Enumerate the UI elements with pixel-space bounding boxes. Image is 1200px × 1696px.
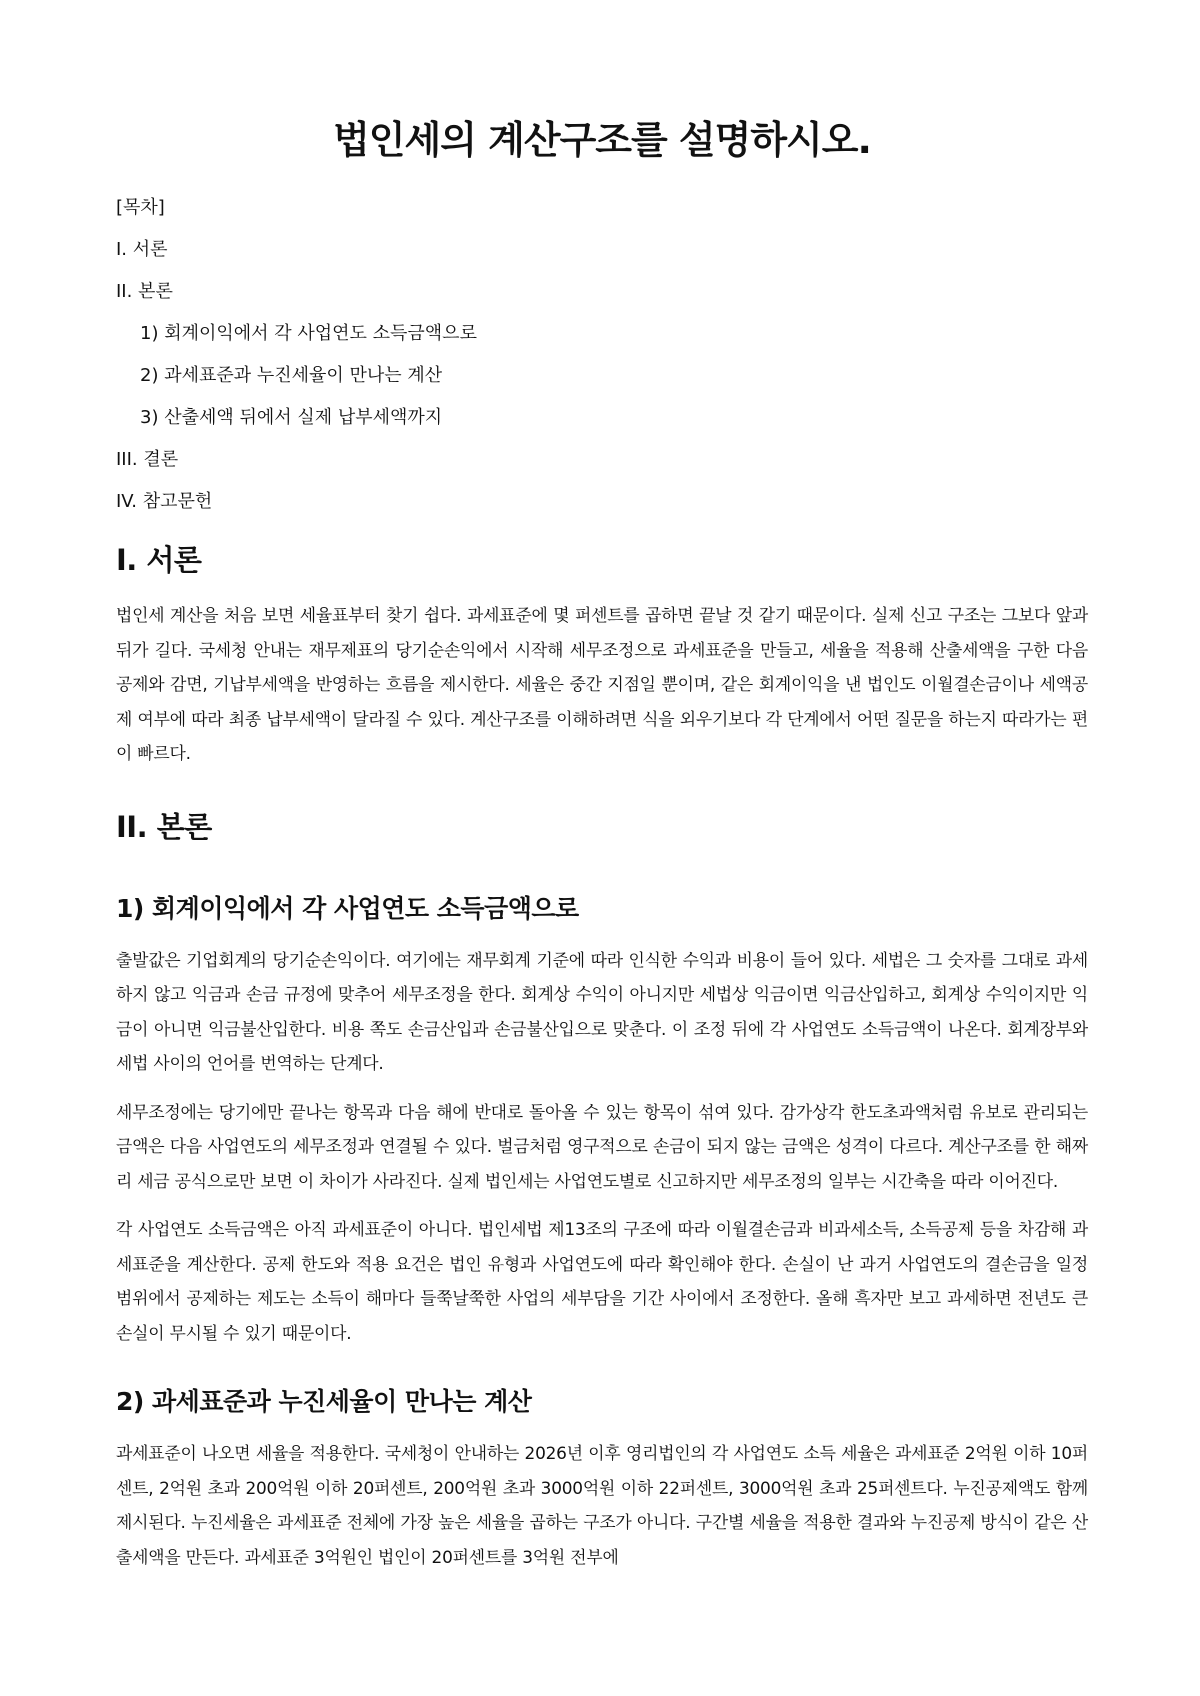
section-heading-intro: I. 서론 [116, 543, 202, 577]
subsection-heading-1: 1) 회계이익에서 각 사업연도 소득금액으로 [116, 893, 579, 923]
toc-subitem-3: 3) 산출세액 뒤에서 실제 납부세액까지 [140, 407, 443, 428]
toc-heading: [목차] [116, 197, 165, 218]
toc-item-body: II. 본론 [116, 281, 173, 302]
toc-subitem-2: 2) 과세표준과 누진세율이 만나는 계산 [140, 365, 443, 386]
subsection-heading-2: 2) 과세표준과 누진세율이 만나는 계산 [116, 1387, 532, 1416]
intro-paragraph: 법인세 계산을 처음 보면 세율표부터 찾기 쉽다. 과세표준에 몇 퍼센트를 곱하면 끝날 것 같기 때문이다. 실제 신고 구조는 그보다 앞과 뒤가 길다. 국세청 안내는 재무제표의 당기순손익에서 시작해 세무조정으로 과세표준을 만들고, 세율을 적용해 산출세액을 구한 다음 공제와 감면, 기납부세액을 반영하는 흐름을 제시한다. 세율은 중간 지점일 뿐이며, 같은 회계이익을 낸 법인도 이월결손금이나 세액공제 여부에 따라 최종 납부세액이 달라질 수 있다. 계산구조를 이해하려면 식을 외우기보다 각 단계에서 어떤 질문을 하는지 따라가는 편이 빠르다. [116, 605, 1088, 763]
table-of-contents [116, 196, 1088, 514]
subsection-2-paragraph-1: 과세표준이 나오면 세율을 적용한다. 국세청이 안내하는 2026년 이후 영리법인의 각 사업연도 소득 세율은 과세표준 2억원 이하 10퍼센트, 2억원 초과 200억원 이하 20퍼센트, 200억원 초과 3000억원 이하 22퍼센트, 3000억원 초과 25퍼센트다. 누진공제액도 함께 제시된다. 누진세율은 과세표준 전체에 가장 높은 세율을 곱하는 구조가 아니다. 구간별 세율을 적용한 결과와 누진공제 방식이 같은 산출세액을 만든다. 과세표준 3억원인 법인이 20퍼센트를 3억원 전부에 [116, 1443, 1088, 1567]
document-title: 법인세의 계산구조를 설명하시오. [333, 118, 871, 162]
subsection-1-paragraph-2: 세무조정에는 당기에만 끝나는 항목과 다음 해에 반대로 돌아올 수 있는 항목이 섞여 있다. 감가상각 한도초과액처럼 유보로 관리되는 금액은 다음 사업연도의 세무조정과 연결될 수 있다. 벌금처럼 영구적으로 손금이 되지 않는 금액은 성격이 다르다. 계산구조를 한 해짜리 세금 공식으로만 보면 이 차이가 사라진다. 실제 법인세는 사업연도별로 신고하지만 세무조정의 일부는 시간축을 따라 이어진다. [116, 1101, 1088, 1191]
toc-subitem-1: 1) 회계이익에서 각 사업연도 소득금액으로 [140, 323, 477, 344]
subsection-1-paragraph-1: 출발값은 기업회계의 당기순손익이다. 여기에는 재무회계 기준에 따라 인식한 수익과 비용이 들어 있다. 세법은 그 숫자를 그대로 과세하지 않고 익금과 손금 규정에 맞추어 세무조정을 한다. 회계상 수익이 아니지만 세법상 익금이면 익금산입하고, 회계상 수익이지만 익금이 아니면 익금불산입한다. 비용 쪽도 손금산입과 손금불산입으로 맞춘다. 이 조정 뒤에 각 사업연도 소득금액이 나온다. 회계장부와 세법 사이의 언어를 번역하는 단계다. [116, 949, 1088, 1073]
section-heading-body: II. 본론 [116, 809, 212, 844]
subsection-1-paragraph-3: 각 사업연도 소득금액은 아직 과세표준이 아니다. 법인세법 제13조의 구조에 따라 이월결손금과 비과세소득, 소득공제 등을 차감해 과세표준을 계산한다. 공제 한도와 적용 요건은 법인 유형과 사업연도에 따라 확인해야 한다. 손실이 난 과거 사업연도의 결손금을 일정 범위에서 공제하는 제도는 소득이 해마다 들쭉날쭉한 사업의 세부담을 기간 사이에서 조정한다. 올해 흑자만 보고 과세하면 전년도 큰 손실이 무시될 수 있기 때문이다. [116, 1219, 1088, 1343]
toc-item-conclusion: III. 결론 [116, 449, 179, 470]
toc-item-references: IV. 참고문헌 [116, 491, 213, 512]
toc-item-intro: I. 서론 [116, 239, 168, 260]
